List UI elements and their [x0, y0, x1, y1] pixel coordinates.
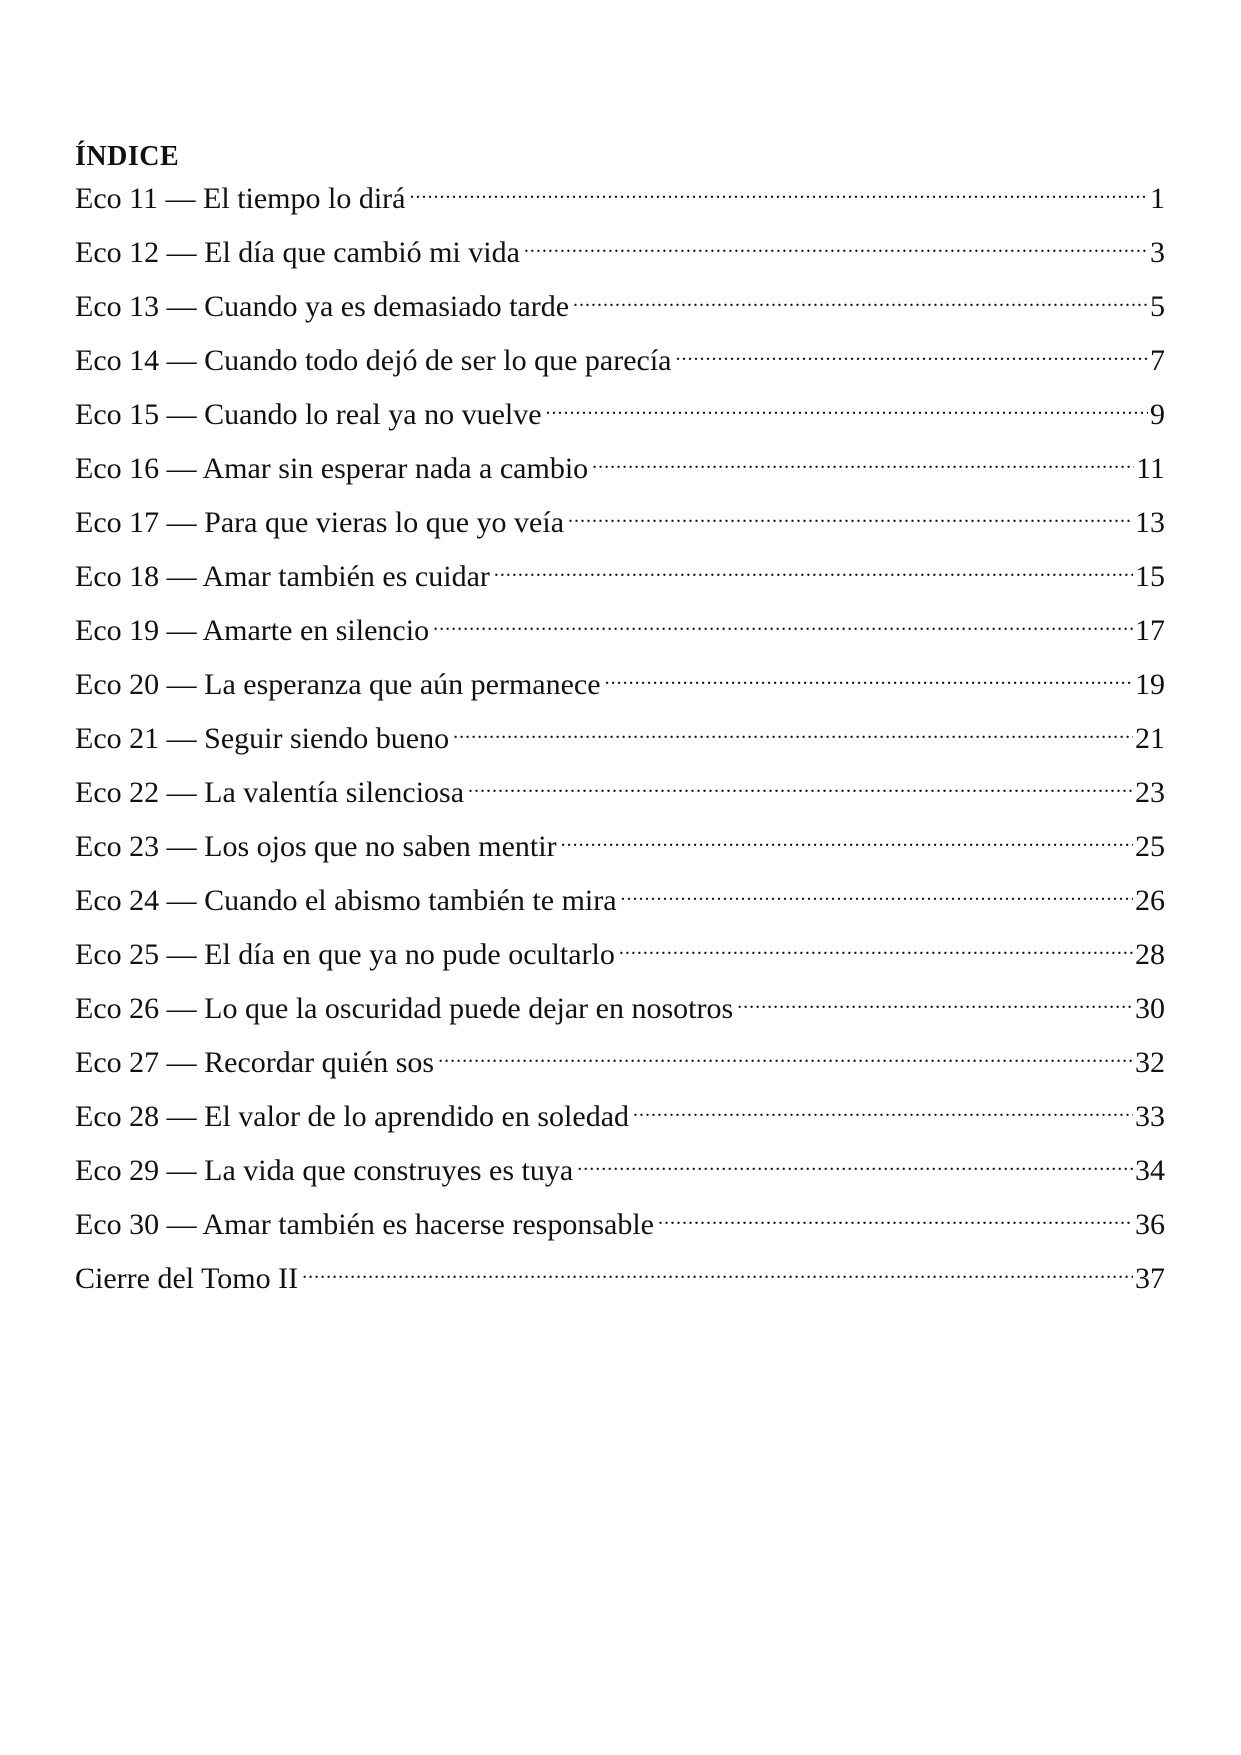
toc-entry[interactable]	[75, 984, 1165, 1038]
toc-dot-leader	[438, 1038, 1133, 1072]
toc-entry-title: Eco 18 — Amar también es cuidar	[75, 560, 490, 593]
toc-entry[interactable]	[75, 606, 1165, 660]
toc-entry[interactable]	[75, 228, 1165, 282]
toc-dot-leader	[592, 444, 1134, 478]
toc-entry-page-number: 7	[1150, 344, 1165, 377]
toc-dot-leader	[621, 876, 1133, 910]
toc-entry-page-number: 9	[1150, 398, 1165, 431]
toc-entry-title: Eco 30 — Amar también es hacerse responsable	[75, 1208, 654, 1241]
toc-entry-page-number: 5	[1150, 290, 1165, 323]
toc-entry-title: Eco 13 — Cuando ya es demasiado tarde	[75, 290, 570, 323]
toc-entry[interactable]	[75, 1146, 1165, 1200]
toc-entry-title: Eco 17 — Para que vieras lo que yo veía	[75, 506, 565, 539]
toc-entry-title: Eco 22 — La valentía silenciosa	[75, 776, 465, 809]
toc-entry-title: Eco 12 — El día que cambió mi vida	[75, 236, 520, 269]
toc-entry-page-number: 11	[1136, 452, 1165, 485]
toc-entry-title: Eco 16 — Amar sin esperar nada a cambio	[75, 452, 589, 485]
toc-entry[interactable]	[75, 768, 1165, 822]
toc-dot-leader	[568, 498, 1133, 532]
toc-dot-leader	[468, 768, 1133, 802]
toc-entry-title: Eco 27 — Recordar quién sos	[75, 1046, 435, 1079]
toc-entry-title: Eco 23 — Los ojos que no saben mentir	[75, 830, 557, 863]
toc-dot-leader	[302, 1254, 1133, 1288]
toc-dot-leader	[494, 552, 1133, 586]
toc-dot-leader	[409, 174, 1148, 208]
toc-entry-title: Eco 14 — Cuando todo dejó de ser lo que parecía	[75, 344, 672, 377]
toc-entry-title: Eco 26 — Lo que la oscuridad puede dejar en nosotros	[75, 992, 734, 1025]
toc-entry-page-number: 15	[1135, 560, 1165, 593]
toc-entry-page-number: 13	[1135, 506, 1165, 539]
toc-entry-title: Eco 19 — Amarte en silencio	[75, 614, 430, 647]
toc-list	[75, 174, 1165, 1308]
toc-entry-page-number: 21	[1135, 722, 1165, 755]
toc-entry[interactable]	[75, 498, 1165, 552]
toc-entry-page-number: 25	[1135, 830, 1165, 863]
toc-entry[interactable]	[75, 282, 1165, 336]
toc-entry[interactable]	[75, 1254, 1165, 1308]
toc-entry-page-number: 28	[1135, 938, 1165, 971]
toc-dot-leader	[658, 1200, 1133, 1234]
toc-entry[interactable]	[75, 552, 1165, 606]
toc-entry[interactable]	[75, 1200, 1165, 1254]
toc-entry[interactable]	[75, 714, 1165, 768]
toc-entry[interactable]	[75, 336, 1165, 390]
toc-entry[interactable]	[75, 822, 1165, 876]
toc-entry-page-number: 3	[1150, 236, 1165, 269]
document-page	[75, 140, 1165, 1308]
toc-entry[interactable]	[75, 1092, 1165, 1146]
toc-dot-leader	[524, 228, 1148, 262]
toc-entry-page-number: 23	[1135, 776, 1165, 809]
toc-dot-leader	[561, 822, 1133, 856]
toc-entry-page-number: 32	[1135, 1046, 1165, 1079]
toc-entry[interactable]	[75, 390, 1165, 444]
toc-entry-title: Eco 20 — La esperanza que aún permanece	[75, 668, 601, 701]
toc-dot-leader	[619, 930, 1133, 964]
toc-entry[interactable]	[75, 876, 1165, 930]
toc-entry-page-number: 30	[1135, 992, 1165, 1025]
toc-entry-page-number: 19	[1135, 668, 1165, 701]
toc-dot-leader	[546, 390, 1148, 424]
toc-entry-page-number: 26	[1135, 884, 1165, 917]
toc-dot-leader	[605, 660, 1133, 694]
toc-entry-title: Eco 15 — Cuando lo real ya no vuelve	[75, 398, 542, 431]
toc-entry-title: Eco 21 — Seguir siendo bueno	[75, 722, 450, 755]
toc-dot-leader	[633, 1092, 1133, 1126]
toc-dot-leader	[577, 1146, 1133, 1180]
toc-entry-title: Eco 11 — El tiempo lo dirá	[75, 182, 406, 215]
toc-entry[interactable]	[75, 174, 1165, 228]
toc-entry-title: Cierre del Tomo II	[75, 1262, 299, 1295]
toc-entry-page-number: 33	[1135, 1100, 1165, 1133]
toc-entry[interactable]	[75, 930, 1165, 984]
toc-dot-leader	[453, 714, 1133, 748]
toc-entry-page-number: 34	[1135, 1154, 1165, 1187]
toc-dot-leader	[675, 336, 1148, 370]
toc-entry[interactable]	[75, 1038, 1165, 1092]
toc-entry-title: Eco 29 — La vida que construyes es tuya	[75, 1154, 574, 1187]
toc-entry-title: Eco 28 — El valor de lo aprendido en soledad	[75, 1100, 630, 1133]
toc-entry[interactable]	[75, 660, 1165, 714]
toc-entry-page-number: 17	[1135, 614, 1165, 647]
toc-entry-page-number: 36	[1135, 1208, 1165, 1241]
toc-dot-leader	[573, 282, 1148, 316]
toc-entry-title: Eco 25 — El día en que ya no pude ocultarlo	[75, 938, 615, 971]
toc-entry-page-number: 37	[1135, 1262, 1165, 1295]
toc-entry-title: Eco 24 — Cuando el abismo también te mira	[75, 884, 617, 917]
toc-dot-leader	[433, 606, 1133, 640]
toc-entry-page-number: 1	[1150, 182, 1165, 215]
toc-entry[interactable]	[75, 444, 1165, 498]
toc-dot-leader	[737, 984, 1133, 1018]
toc-heading: ÍNDICE	[75, 141, 180, 172]
